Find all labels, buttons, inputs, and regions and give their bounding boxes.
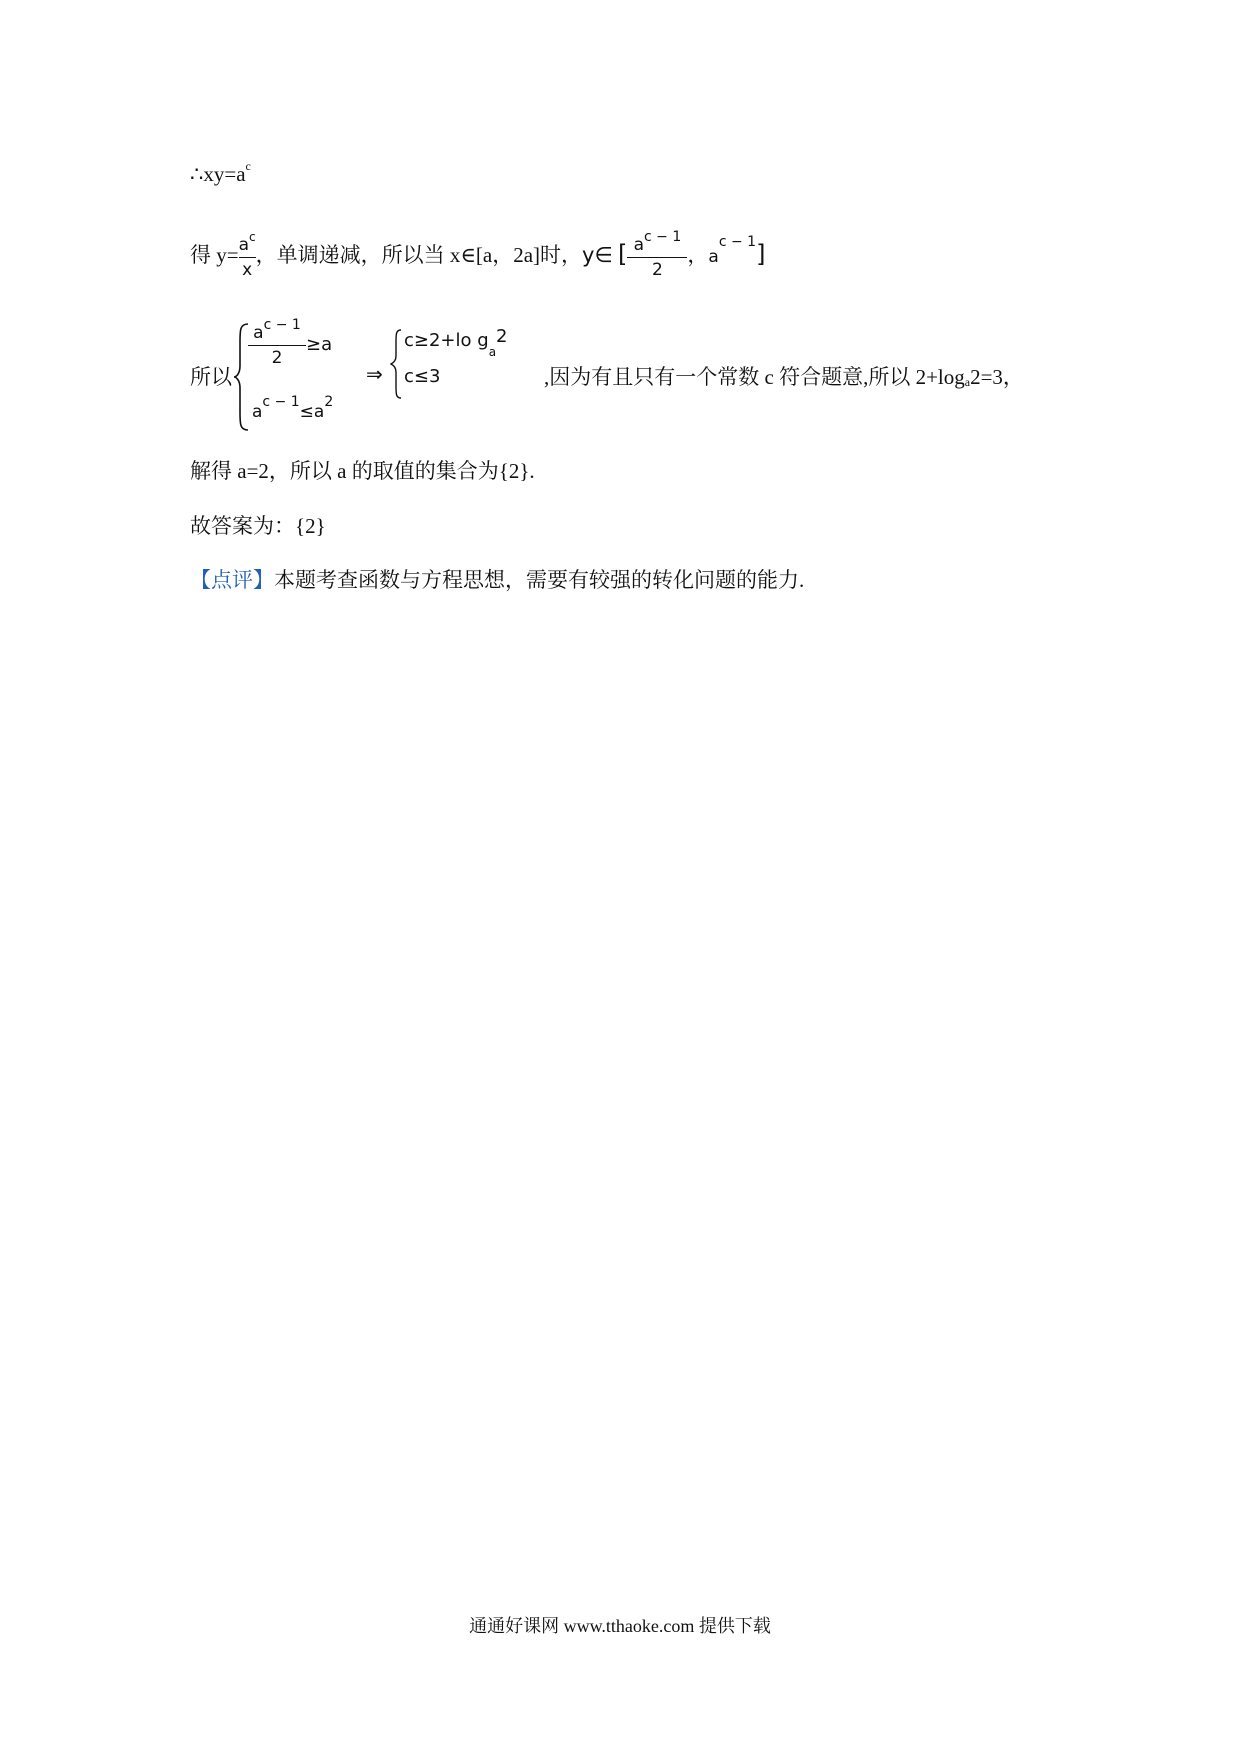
system1-row2	[252, 394, 334, 422]
line-xy-equals-ac	[190, 160, 251, 188]
ge-a: ≥a	[306, 334, 333, 355]
rhs-exp: c − 1	[718, 234, 757, 250]
y-in-symbol: y∈	[582, 243, 613, 267]
lead-text: 所以	[190, 365, 232, 389]
frac2-den: 2	[651, 259, 663, 280]
fraction-ac-1-over-2	[627, 228, 687, 281]
line-system	[190, 317, 1090, 432]
tail-sub: a	[964, 375, 971, 389]
frac-den: x	[242, 259, 253, 280]
sys1-row2-exp: c − 1	[262, 394, 300, 410]
implies-arrow: ⇒	[366, 362, 383, 386]
frac-num-exp: c	[249, 229, 256, 244]
sys1-num-base: a	[253, 323, 264, 343]
tail-text: ,因为有且只有一个常数 c 符合题意,所以 2+log	[544, 365, 965, 389]
middle-text: ，单调递减，所以当 x∈[a，2a]时，	[255, 243, 583, 267]
comma: ，	[687, 243, 709, 267]
system-tail-text	[544, 363, 1024, 391]
fraction-bar	[248, 345, 306, 346]
le-a-exp: 2	[324, 394, 334, 410]
line-answer: 故答案为：{2}	[190, 514, 326, 538]
sys1-den: 2	[271, 348, 283, 368]
bracket-close: ]	[756, 240, 766, 268]
sys2-row2-text: c≤3	[404, 366, 441, 387]
exp-c: c	[245, 159, 251, 173]
bracket-open: [	[618, 240, 628, 268]
lead-text: 得 y=	[190, 243, 239, 267]
tail-end: 2=3，	[970, 365, 1024, 389]
le-a: ≤a	[299, 402, 325, 422]
sys2-row1-sub: a	[488, 345, 497, 359]
left-brace-2	[390, 328, 404, 400]
line-comment	[190, 566, 804, 594]
page-footer: 通通好课网 www.tthaoke.com 提供下载	[469, 1616, 771, 1636]
comment-text: 本题考查函数与方程思想，需要有较强的转化问题的能力.	[274, 568, 805, 592]
line-solve-a: 解得 a=2，所以 a 的取值的集合为{2}.	[190, 459, 535, 483]
fraction-bar	[239, 257, 256, 258]
expr-xy: xy=a	[203, 162, 246, 186]
fraction-ac-1-over-2	[248, 317, 306, 369]
comment-tag: 【点评】	[190, 568, 274, 592]
fraction-bar	[627, 257, 687, 258]
fraction-ac-over-x	[238, 229, 256, 281]
line-y-range	[190, 224, 765, 284]
rhs-base: a	[708, 247, 719, 267]
sys2-row1-text: c≥2+lo g	[404, 330, 489, 351]
sys2-row1-tail: 2	[496, 326, 508, 347]
system2-row2	[404, 366, 440, 387]
frac2-num-base: a	[633, 234, 644, 255]
system1-row1	[248, 317, 333, 378]
sys1-row2-base: a	[252, 402, 263, 422]
therefore-symbol: ∴	[190, 162, 204, 186]
frac-num-base: a	[238, 234, 250, 255]
system2-row1	[404, 326, 508, 359]
sys1-num-exp: c − 1	[263, 317, 301, 333]
frac2-num-exp: c − 1	[643, 228, 682, 245]
